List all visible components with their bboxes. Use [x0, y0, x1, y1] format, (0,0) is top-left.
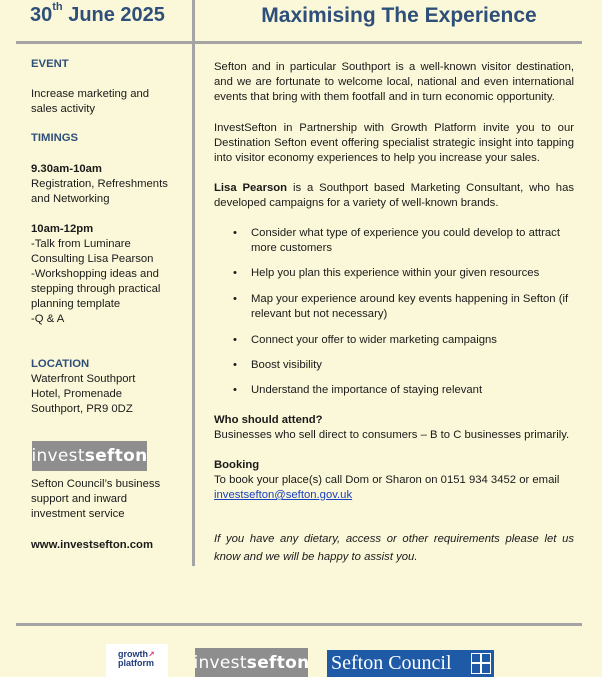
intro-paragraph: Sefton and in particular Southport is a well-known visitor destination, and we are fortunate to welcome local, national and even international events that bring with them footfall and in turn economic opportunity. [214, 61, 574, 103]
who-text: Businesses who sell direct to consumers – B to C businesses primarily. [214, 429, 570, 441]
bullet-icon: • [233, 334, 237, 346]
requirements-note: If you have any dietary, access or other requirements please let us know and we will be happy to assist you. [214, 533, 574, 563]
growth-platform-logo: growth↗ platform [106, 644, 168, 677]
slot2-line: -Talk from Luminare Consulting Lisa Pearson [31, 238, 154, 265]
bullet-icon: • [233, 359, 237, 371]
location-text: Waterfront Southport Hotel, Promenade Southport, PR9 0DZ [31, 373, 136, 415]
website-link[interactable]: www.investsefton.com [31, 539, 153, 551]
slot2-time: 10am-12pm [31, 223, 94, 235]
page-title: Maximising The Experience [261, 4, 537, 27]
column-divider [192, 0, 195, 566]
bullet-icon: • [233, 293, 237, 305]
speaker-paragraph: Lisa Pearson is a Southport based Marketing Consultant, who has developed campaigns for a variety of well-known brands. [214, 182, 574, 209]
sefton-council-logo: Sefton Council [327, 650, 494, 677]
header-divider [16, 41, 582, 44]
event-date: 30th June 2025 [30, 1, 165, 26]
slot1-time: 9.30am-10am [31, 163, 102, 175]
crest-icon [471, 653, 491, 674]
investsefton-logo: invest sefton [32, 441, 147, 471]
footer-divider [16, 623, 582, 626]
bullet-icon: • [233, 384, 237, 396]
investsefton-footer-logo: invest sefton [195, 648, 308, 677]
bullet-icon: • [233, 267, 237, 279]
event-heading: EVENT [31, 58, 69, 70]
booking-heading: Booking [214, 459, 260, 471]
bullet-icon: • [233, 227, 237, 239]
booking-text: To book your place(s) call Dom or Sharon on 0151 934 3452 or email [214, 474, 560, 486]
who-heading: Who should attend? [214, 414, 323, 426]
partnership-paragraph: InvestSefton in Partnership with Growth Platform invite you to our Destination Sefton event offering specialist strategic insight into tapping into visitor economy experiences to help you increase your sales. [214, 122, 574, 164]
service-text: Sefton Council’s business support and inward investment service [31, 478, 161, 520]
booking-email-link[interactable]: investsefton@sefton.gov.uk [214, 489, 353, 501]
slot2-line: -Workshopping ideas and stepping through practical planning template [31, 268, 161, 310]
slot2-line: -Q & A [31, 313, 65, 325]
event-text: Increase marketing and sales activity [31, 88, 150, 115]
slot1-text: Registration, Refreshments and Networking [31, 178, 168, 205]
arrow-icon: ↗ [148, 650, 155, 659]
speaker-name: Lisa Pearson [214, 182, 288, 194]
location-heading: LOCATION [31, 358, 90, 370]
timings-heading: TIMINGS [31, 132, 79, 144]
